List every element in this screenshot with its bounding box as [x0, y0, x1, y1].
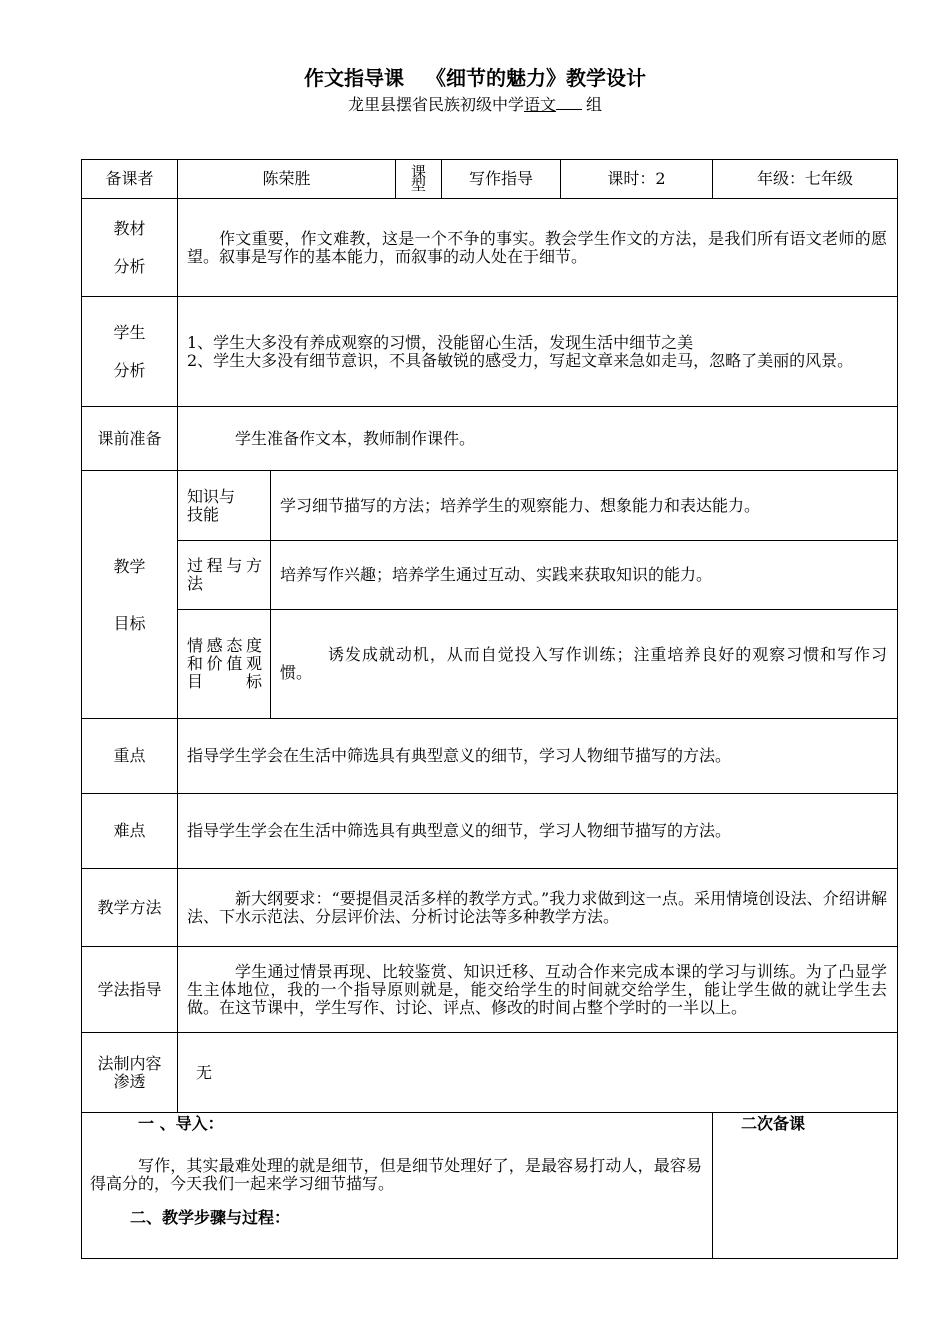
knowledge-skills-label: 知识与技能 [178, 471, 271, 541]
material-row [82, 199, 898, 297]
lesson-hours: 课时：2 [561, 160, 713, 199]
students-item-1: 1、学生大多没有养成观察的习惯，没能留心生活，发现生活中细节之美 [187, 332, 694, 352]
document-subtitle [0, 92, 950, 115]
students-label-line2: 分析 [113, 360, 146, 380]
subject-name: 语文 [523, 95, 556, 114]
goals-label [82, 471, 178, 719]
info-row [82, 160, 898, 199]
process-method-text: 培养写作兴趣；培养学生通过互动、实践来获取知识的能力。 [271, 541, 898, 610]
material-label-line2: 分析 [113, 256, 146, 276]
goals-knowledge-row [82, 471, 898, 541]
prep-label: 课前准备 [82, 407, 178, 471]
key-point-row [82, 719, 898, 794]
grade: 年级：七年级 [713, 160, 898, 199]
teaching-steps-cell [82, 1113, 713, 1259]
knowledge-skills-text: 学习细节描写的方法；培养学生的观察能力、想象能力和表达能力。 [271, 471, 898, 541]
steps-row [82, 1113, 898, 1259]
emotion-values-text: 诱发成就动机，从而自觉投入写作训练；注重培养良好的观察习惯和写作习惯。 [271, 610, 898, 719]
material-label [82, 199, 178, 297]
subject-underline-blank [556, 95, 582, 110]
key-point-label: 重点 [82, 719, 178, 794]
intro-heading: 一 、导入： [138, 1114, 224, 1133]
study-guidance-text: 学生通过情景再现、比较鉴赏、知识迁移、互动合作来完成本课的学习与训练。为了凸显学生主体地位，我的一个指导原则就是，能交给学生的时间就交给学生，能让学生做的就让学生去做。在这节课中，学生写作、讨论、评点、修改的时间占整个学时的一半以上。 [178, 947, 898, 1033]
study-guidance-label: 学法指导 [82, 947, 178, 1033]
students-row [82, 297, 898, 407]
students-label-line1: 学生 [113, 322, 146, 342]
intro-text: 写作，其实最难处理的就是细节，但是细节处理好了，是最容易打动人，最容易得高分的，今天我们一起来学习细节描写。 [90, 1156, 703, 1193]
difficulty-row [82, 794, 898, 869]
method-row [82, 869, 898, 947]
method-text: 新大纲要求：“要提倡灵活多样的教学方式。”我力求做到这一点。采用情境创设法、介绍讲解法、下水示范法、分层评价法、分析讨论法等多种教学方法。 [178, 869, 898, 947]
goals-label-line2: 目标 [113, 613, 146, 633]
emotion-values-label: 情感态度和价值观目标 [178, 610, 271, 719]
goals-emotion-row [82, 610, 898, 719]
group-suffix: 组 [586, 95, 603, 114]
preparer-name: 陈荣胜 [178, 160, 396, 199]
study-row [82, 947, 898, 1033]
material-analysis-text: 作文重要，作文难教，这是一个不争的事实。教会学生作文的方法，是我们所有语文老师的愿望。叙事是写作的基本能力，而叙事的动人处在于细节。 [178, 199, 898, 297]
goals-process-row [82, 541, 898, 610]
material-label-line1: 教材 [113, 218, 146, 238]
law-text: 无 [178, 1033, 898, 1113]
key-point-text: 指导学生学会在生活中筛选具有典型意义的细节，学习人物细节描写的方法。 [178, 719, 898, 794]
preparer-label: 备课者 [82, 160, 178, 199]
law-label [82, 1033, 178, 1113]
lesson-type-label [396, 160, 442, 199]
school-name: 龙里县摆省民族初级中学 [347, 95, 524, 114]
goals-label-line1: 教学 [113, 556, 146, 576]
difficulty-text: 指导学生学会在生活中筛选具有典型意义的细节，学习人物细节描写的方法。 [178, 794, 898, 869]
lesson-type-label-text: 课型 [411, 163, 427, 194]
title-lesson-name: 《细节的魅力》教学设计 [426, 66, 646, 90]
second-prep-label: 二次备课 [741, 1114, 806, 1133]
prep-row [82, 407, 898, 471]
prep-text: 学生准备作文本，教师制作课件。 [178, 407, 898, 471]
students-item-2: 2、学生大多没有细节意识，不具备敏锐的感受力，写起文章来急如走马，忽略了美丽的风景。 [187, 350, 854, 370]
law-row [82, 1033, 898, 1113]
law-label-line2: 渗透 [113, 1071, 146, 1091]
process-method-label: 过程与方法 [178, 541, 271, 610]
law-label-line1: 法制内容 [97, 1053, 162, 1073]
difficulty-label: 难点 [82, 794, 178, 869]
students-label [82, 297, 178, 407]
title-course-type: 作文指导课 [304, 66, 404, 90]
lesson-plan-table [81, 159, 898, 1259]
method-label: 教学方法 [82, 869, 178, 947]
document-title [0, 62, 950, 91]
steps-heading: 二、教学步骤与过程： [130, 1208, 291, 1227]
second-prep-cell [713, 1113, 898, 1259]
students-analysis-text [178, 297, 898, 407]
lesson-type-value: 写作指导 [442, 160, 561, 199]
